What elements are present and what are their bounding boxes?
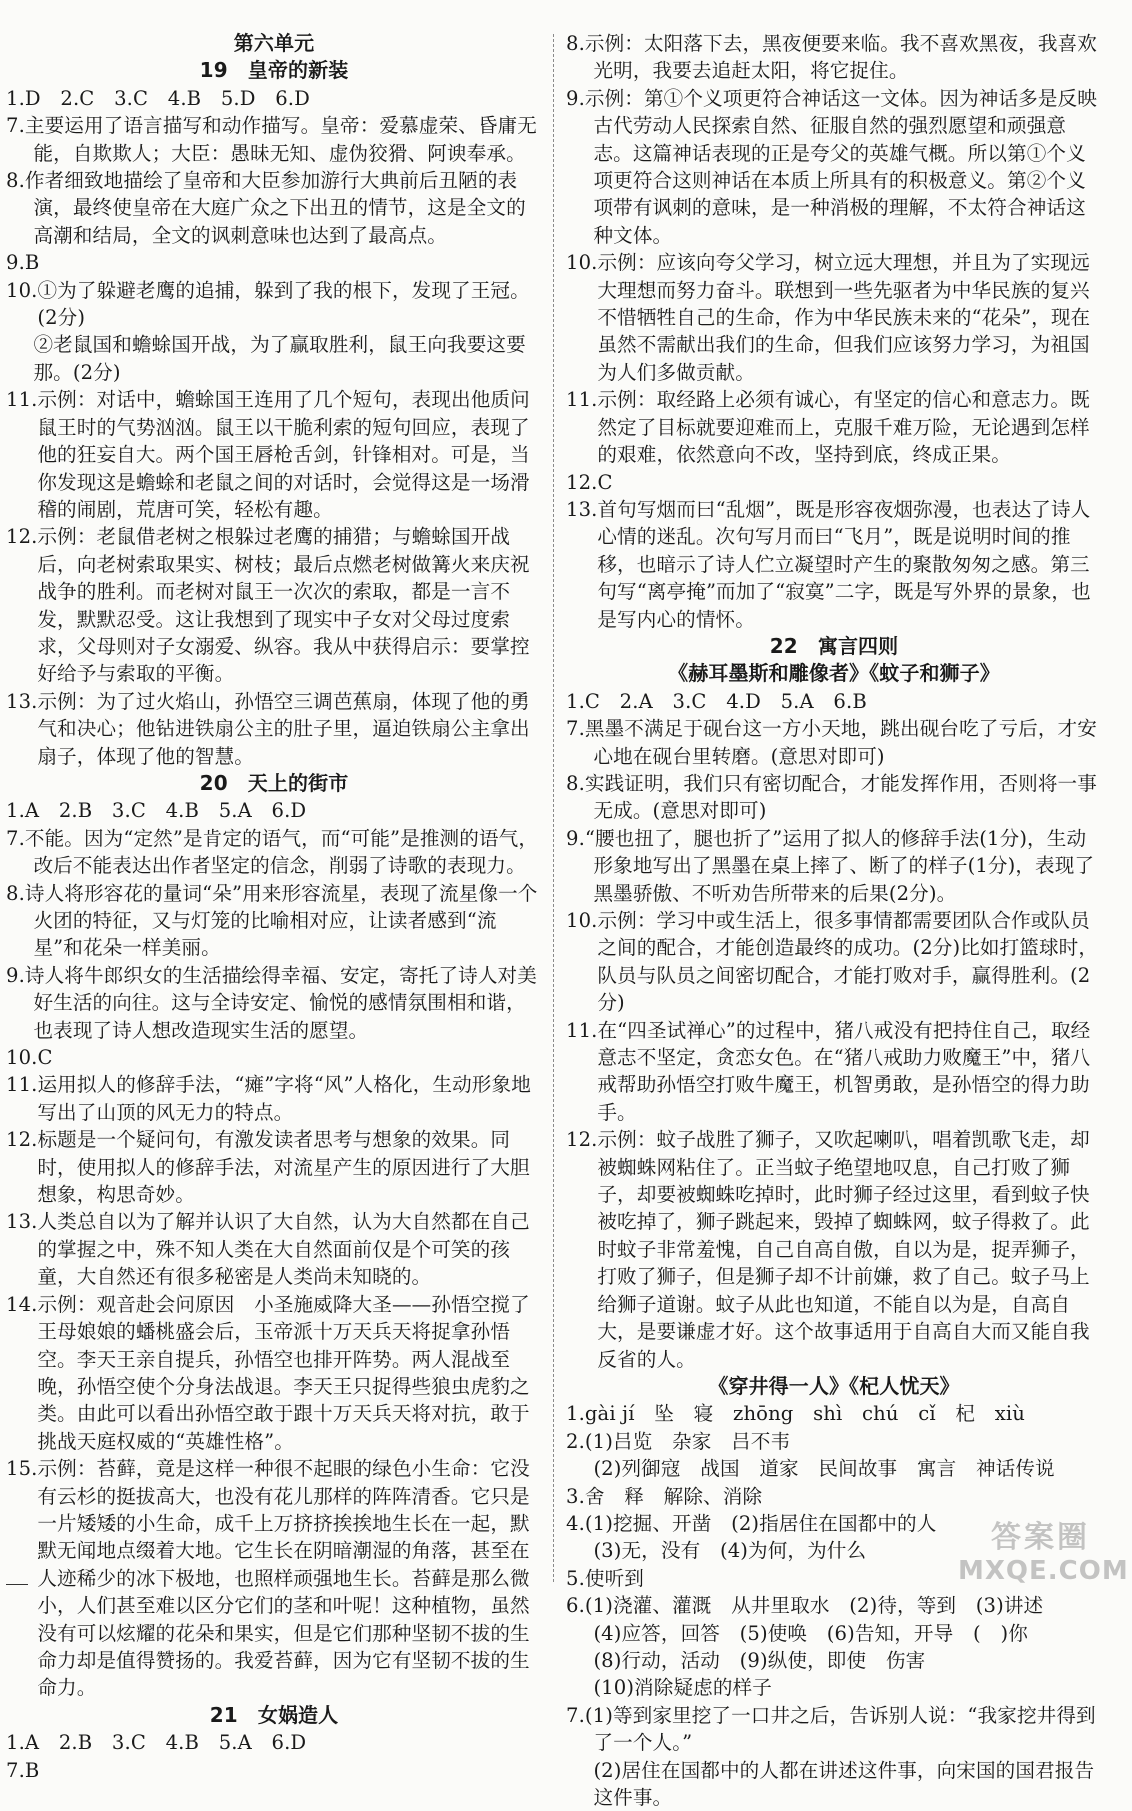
answer-line: ②老鼠国和蟾蜍国开战，为了赢取胜利，鼠王向我要这要那。(2分) bbox=[33, 333, 526, 384]
answer-line: 13.人类总自以为了解并认识了大自然，认为大自然都在自己的掌握之中，殊不知人类在大自然面前仅是个可笑的孩童，大自然还有很多秘密是人类尚未知晓的。 bbox=[6, 1210, 530, 1289]
answer-line: 11.在“四圣试禅心”的过程中，猪八戒没有把持住自己，取经意志不坚定，贪恋女色。在“猪八戒助力败魔王”中，猪八戒帮助孙悟空打败牛魔王，机智勇敢，是孙悟空的得力助手。 bbox=[566, 1018, 1091, 1124]
answer-line: 12.标题是一个疑问句，有激发读者思考与想象的效果。同时，使用拟人的修辞手法，对流星产生的原因进行了大胆想象，构思奇妙。 bbox=[6, 1128, 530, 1207]
answer-line: 8.实践证明，我们只有密切配合，才能发挥作用，否则将一事无成。(意思对即可) bbox=[566, 771, 1097, 823]
answer-line: 2.(1)吕览 杂家 吕不韦 bbox=[566, 1429, 791, 1453]
answer-line: 1.A 2.B 3.C 4.B 5.A 6.D bbox=[6, 1731, 307, 1755]
answer-line: 1.gài jí 坠 寝 zhōng shì chú cǐ 杞 xiù bbox=[566, 1402, 1026, 1426]
answer-line: 11.示例：取经路上必须有诚心，有坚定的信心和意志力。既然定了目标就要迎难而上，克服千难万险，无论遇到怎样的艰难，依然意向不改，坚持到底，终成正果。 bbox=[566, 388, 1090, 467]
answer-line: (2)居住在国都中的人都在讲述这件事，向宋国的国君报告这件事。 bbox=[593, 1758, 1095, 1809]
answer-line: 13.示例：为了过火焰山，孙悟空三调芭蕉扇，体现了他的勇气和决心；他钻进铁扇公主的肚子里，逼迫铁扇公主拿出扇子，体现了他的智慧。 bbox=[6, 689, 530, 768]
answer-line: 11.运用拟人的修辞手法，“瘫”字将“风”人格化，生动形象地写出了山顶的风无力的特点。 bbox=[6, 1073, 531, 1124]
answer-line: 10.C bbox=[6, 1046, 53, 1070]
answer-line: 1.A 2.B 3.C 4.B 5.A 6.D bbox=[6, 799, 307, 823]
answer-line: 9.B bbox=[6, 251, 40, 275]
section-heading: 21 女娲造人 bbox=[209, 1702, 339, 1727]
watermark-url: MXQE.COM bbox=[958, 1556, 1129, 1586]
answer-line: 7.(1)等到家里挖了一口井之后，告诉别人说：“我家挖井得到了一个人。” bbox=[566, 1703, 1096, 1755]
section-heading: 19 皇帝的新装 bbox=[199, 58, 349, 83]
answer-line: 7.B bbox=[6, 1758, 40, 1782]
answer-line: (8)行动，活动 (9)纵使，即使 伤害 bbox=[593, 1648, 926, 1672]
answer-line: (3)无，没有 (4)为何，为什么 bbox=[593, 1539, 867, 1563]
left-column bbox=[6, 30, 542, 1784]
answer-line: 7.黑墨不满足于砚台这一方小天地，跳出砚台吃了亏后，才安心地在砚台里转磨。(意思对即可) bbox=[566, 717, 1097, 768]
section-heading: 第六单元 bbox=[233, 31, 315, 55]
answer-line: 1.D 2.C 3.C 4.B 5.D 6.D bbox=[6, 86, 310, 110]
answer-line: 4.(1)挖掘、开凿 (2)指居住在国都中的人 bbox=[566, 1511, 937, 1535]
answer-line: 10.示例：学习中或生活上，很多事情都需要团队合作或队员之间的配合，才能创造最终的成功。(2分)比如打篮球时，队员与队员之间密切配合，才能打败对手，赢得胜利。(2分) bbox=[566, 909, 1099, 1015]
answer-line: 14.示例：观音赴会问原因 小圣施威降大圣——孙悟空搅了王母娘娘的蟠桃盛会后，玉帝派十万天兵天将捉拿孙悟空。李天王亲自提兵，孙悟空也排开阵势。两人混战至晚，孙悟空使个分身法战退。李天王只捉得些狼虫虎豹之类。由此可以看出孙悟空敢于跟十万天兵天将对抗，敢于挑战天庭权威的“英雄性格”。 bbox=[6, 1292, 530, 1453]
answer-line: (2)列御寇 战国 道家 民间故事 寓言 神话传说 bbox=[593, 1457, 1055, 1481]
watermark-logo bbox=[958, 1512, 1129, 1586]
answer-line: (4)应答，回答 (5)使唤 (6)告知，开导 ( )你 bbox=[593, 1621, 1028, 1645]
answer-line: 8.诗人将形容花的量词“朵”用来形容流星，表现了流星像一个火团的特征，又与灯笼的比喻相对应，让读者感到“流星”和花朵一样美丽。 bbox=[6, 881, 538, 960]
answer-line: 15.示例：苔藓，竟是这样一种很不起眼的绿色小生命：它没有云杉的挺拔高大，也没有花儿那样的阵阵清香。它只是一片矮矮的小生命，成千上万挤挤挨挨地生长在一起，默默无闻地点缀着大地。它生长在阴暗潮湿的角落，甚至在人迹稀少的冰下极地，也照样顽强地生长。苔藓是那么微小，人们甚至难以区分它们的茎和叶呢！这种植物，虽然没有可以炫耀的花朵和果实，但是它们那种坚韧不拔的生命力却是值得赞扬的。我爱苔藓，因为它有坚韧不拔的生命力。 bbox=[6, 1457, 530, 1700]
column-divider bbox=[553, 34, 554, 1582]
answer-line: 11.示例：对话中，蟾蜍国王连用了几个短句，表现出他质问鼠王时的气势汹汹。鼠王以干脆利索的短句回应，表现了他的狂妄自大。两个国王唇枪舌剑，针锋相对。可是，当你发现这是蟾蜍和老鼠之间的对话时，会觉得这是一场滑稽的闹剧，荒唐可笑，轻松有趣。 bbox=[6, 388, 530, 521]
answer-line: 9.“腰也扭了，腿也折了”运用了拟人的修辞手法(1分)，生动形象地写出了黑墨在桌上摔了、断了的样子(1分)，表现了黑墨骄傲、不听劝告所带来的后果(2分)。 bbox=[566, 826, 1095, 905]
answer-line: 13.首句写烟而曰“乱烟”，既是形容夜烟弥漫，也表达了诗人心情的迷乱。次句写月而曰“飞月”，既是说明时间的推移，也暗示了诗人伫立凝望时产生的聚散匆匆之感。第三句写“离亭掩”而加了“寂寞”二字，既是写外界的景象，也是写内心的情怀。 bbox=[566, 497, 1091, 631]
section-heading: 《赫耳墨斯和雕像者》《蚊子和狮子》 bbox=[668, 661, 1000, 686]
answer-line: 3.舍 释 解除、消除 bbox=[566, 1484, 763, 1508]
watermark-text: 答案圈 bbox=[991, 1520, 1090, 1555]
answer-line: 9.示例：第①个义项更符合神话这一文体。因为神话多是反映古代劳动人民探索自然、征服自然的强烈愿望和顽强意志。这篇神话表现的正是夸父的英雄气概。所以第①个义项更符合这则神话在本质上所具有的积极意义。第②个义项带有讽刺的意味，是一种消极的理解，不太符合神话这种文体。 bbox=[566, 86, 1097, 247]
answer-line: 9.诗人将牛郎织女的生活描绘得幸福、安定，寄托了诗人对美好生活的向往。这与全诗安定、愉悦的感情氛围相和谐，也表现了诗人想改造现实生活的愿望。 bbox=[6, 963, 537, 1042]
answer-line: (10)消除疑虑的样子 bbox=[593, 1676, 772, 1700]
answer-line: 7.不能。因为“定然”是肯定的语气，而“可能”是推测的语气，改后不能表达出作者坚定的信念，削弱了诗歌的表现力。 bbox=[6, 826, 539, 878]
section-heading: 22 寓言四则 bbox=[769, 633, 899, 658]
answer-line: 12.C bbox=[566, 470, 613, 494]
answer-line: 12.示例：老鼠借老树之根躲过老鹰的捕猎；与蟾蜍国开战后，向老树索取果实、树枝；最后点燃老树做篝火来庆祝战争的胜利。而老树对鼠王一次次的索取，都是一言不发，默默忍受。这让我想到了现实中子女对父母过度索求，父母则对子女溺爱、纵容。我从中获得启示：要掌控好给予与索取的平衡。 bbox=[6, 525, 530, 686]
answer-line: 10.①为了躲避老鹰的追捕，躲到了我的根下，发现了王冠。(2分) bbox=[6, 278, 530, 330]
answer-line: 12.示例：蚊子战胜了狮子，又吹起喇叭，唱着凯歌飞走，却被蜘蛛网粘住了。正当蚊子绝望地叹息，自己打败了狮子，却要被蜘蛛吃掉时，此时狮子经过这里，看到蚊子快被吃掉了，狮子跳起来，毁掉了蜘蛛网，蚊子得救了。此时蚊子非常羞愧，自己自高自傲，自以为是，捉弄狮子，打败了狮子，但是狮子却不计前嫌，救了自己。蚊子马上给狮子道谢。蚊子从此也知道，不能自以为是，自高自大，是要谦虚才好。这个故事适用于自高自大而又能自我反省的人。 bbox=[566, 1128, 1090, 1371]
answer-line: 8.作者细致地描绘了皇帝和大臣参加游行大典前后丑陋的表演，最终使皇帝在大庭广众之下出丑的情节，这是全文的高潮和结局，全文的讽刺意味也达到了最高点。 bbox=[6, 169, 526, 247]
answer-line: 7.主要运用了语言描写和动作描写。皇帝：爱慕虚荣、昏庸无能，自欺欺人；大臣：愚昧无知、虚伪狡猾、阿谀奉承。 bbox=[6, 114, 537, 165]
section-heading: 《穿井得一人》《杞人忧天》 bbox=[708, 1373, 960, 1398]
answer-line: 5.使听到 bbox=[566, 1566, 644, 1590]
footer-rule bbox=[6, 1584, 28, 1585]
answer-line: 1.C 2.A 3.C 4.D 5.A 6.B bbox=[566, 689, 867, 713]
answer-line: 8.示例：太阳落下去，黑夜便要来临。我不喜欢黑夜，我喜欢光明，我要去追赶太阳，将它捉住。 bbox=[566, 32, 1097, 83]
section-heading: 20 天上的街市 bbox=[199, 770, 349, 795]
answer-line: 10.示例：应该向夸父学习，树立远大理想，并且为了实现远大理想而努力奋斗。联想到一些先驱者为中华民族的复兴不惜牺牲自己的生命，作为中华民族未来的“花朵”，现在虽然不需献出我们的生命，但我们应该努力学习，为祖国为人们多做贡献。 bbox=[566, 251, 1091, 384]
answer-line: 6.(1)浇灌、灌溉 从井里取水 (2)待，等到 (3)讲述 bbox=[566, 1594, 1044, 1618]
